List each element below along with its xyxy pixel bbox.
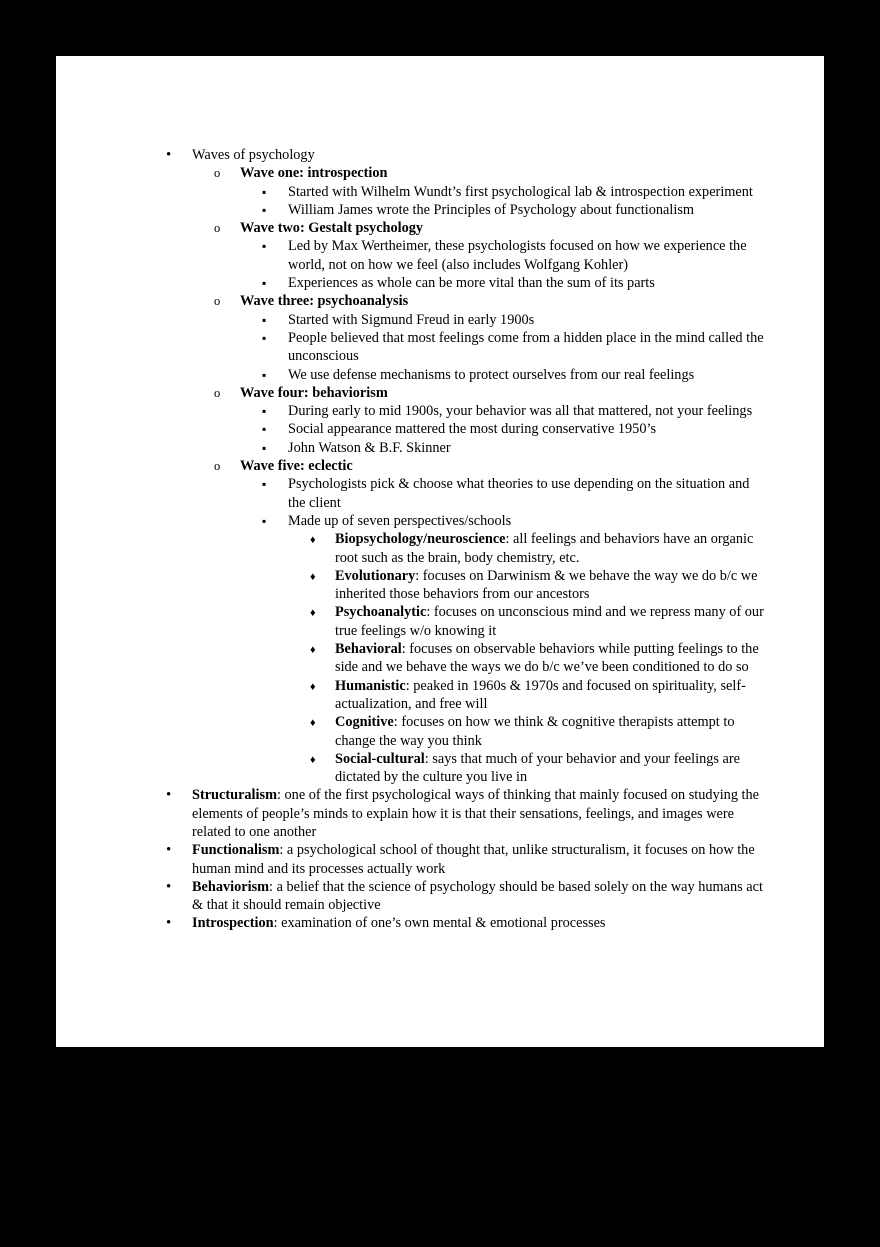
outline-item-wave-three xyxy=(214,292,766,383)
list-bullet-icon xyxy=(262,329,284,347)
outline-item-text xyxy=(288,311,766,329)
list-bullet-icon xyxy=(214,292,236,310)
outline-item-text xyxy=(288,512,766,530)
outline-item-wave-one xyxy=(214,164,766,219)
outline-item-structuralism xyxy=(166,786,766,841)
outline-item-body: During early to mid 1900s, your behavior was all that mattered, not your feelings xyxy=(288,403,753,420)
outline-item-wave-one-point-2 xyxy=(262,201,766,219)
outline-level-3 xyxy=(240,311,766,384)
list-bullet-icon xyxy=(262,439,284,457)
outline-item-term: Behaviorism xyxy=(192,878,270,895)
outline-level-3 xyxy=(240,402,766,457)
list-bullet-icon xyxy=(166,786,188,805)
list-bullet-icon xyxy=(310,530,332,548)
outline-item-perspective-behavioral xyxy=(310,640,766,677)
outline-item-wave-three-point-3 xyxy=(262,366,766,384)
list-bullet-icon xyxy=(262,420,284,438)
outline-item-body: : all feelings and behaviors have an organic root such as the brain, body chemistry, etc. xyxy=(335,531,754,566)
list-bullet-icon xyxy=(310,567,332,585)
outline-item-text xyxy=(288,475,766,512)
outline-item-perspective-psychoanalytic xyxy=(310,603,766,640)
list-bullet-icon xyxy=(166,146,188,165)
outline-item-text xyxy=(335,750,766,787)
outline-item-body: : focuses on Darwinism & we behave the way we do b/c we inherited those behaviors from our ancestors xyxy=(335,567,758,603)
outline-item-body: : a psychological school of thought that, unlike structuralism, it focuses on how the human mind and its processes actually work xyxy=(192,842,755,877)
outline-item-text xyxy=(288,402,766,420)
outline-item-text xyxy=(192,878,766,915)
outline-item-text xyxy=(335,677,766,714)
outline-item-text xyxy=(288,237,766,274)
outline-item-body: : focuses on observable behaviors while putting feelings to the side and we behave the ways we do b/c we’ve been conditioned to do so xyxy=(335,641,759,676)
outline-item-body: People believed that most feelings come from a hidden place in the mind called the unconscious xyxy=(288,329,764,365)
document-outline xyxy=(166,146,766,933)
list-bullet-icon xyxy=(166,878,188,897)
outline-item-term: Wave three: psychoanalysis xyxy=(240,293,409,310)
list-bullet-icon xyxy=(262,311,284,329)
outline-item-body: : focuses on unconscious mind and we repress many of our true feelings w/o knowing it xyxy=(335,604,764,639)
outline-item-wave-five-point-1 xyxy=(262,475,766,512)
list-bullet-icon xyxy=(214,219,236,237)
outline-item-text xyxy=(288,420,766,438)
outline-item-behaviorism xyxy=(166,878,766,915)
outline-item-waves-of-psychology xyxy=(166,146,766,786)
outline-item-introspection xyxy=(166,914,766,932)
outline-item-text xyxy=(240,292,766,310)
outline-item-term: Wave four: behaviorism xyxy=(240,384,388,401)
outline-item-body: : examination of one’s own mental & emotional processes xyxy=(273,915,606,932)
outline-item-text xyxy=(240,164,766,182)
outline-item-text xyxy=(335,713,766,750)
outline-item-perspective-biopsychology xyxy=(310,530,766,567)
list-bullet-icon xyxy=(310,750,332,768)
outline-item-perspective-social-cultural xyxy=(310,750,766,787)
outline-item-wave-one-point-1 xyxy=(262,183,766,201)
outline-level-4 xyxy=(288,530,766,786)
outline-item-body: : one of the first psychological ways of thinking that mainly focused on studying the elements of people’s minds to explain how it is that their sensations, feelings, and images were related to one another xyxy=(192,787,760,840)
outline-item-text xyxy=(288,274,766,292)
outline-item-term: Biopsychology/neuroscience xyxy=(335,531,506,548)
outline-item-text xyxy=(192,914,766,932)
outline-item-term: Structuralism xyxy=(192,787,277,804)
outline-item-text xyxy=(335,603,766,640)
outline-item-text xyxy=(240,384,766,402)
outline-item-body: Waves of psychology xyxy=(192,147,315,163)
outline-item-body: We use defense mechanisms to protect ourselves from our real feelings xyxy=(288,366,695,383)
document-page xyxy=(56,56,824,1047)
outline-level-2 xyxy=(192,164,766,786)
outline-item-text xyxy=(288,201,766,219)
list-bullet-icon xyxy=(310,603,332,621)
outline-level-3 xyxy=(240,237,766,292)
outline-item-wave-three-point-2 xyxy=(262,329,766,366)
outline-item-body: John Watson & B.F. Skinner xyxy=(288,439,451,456)
list-bullet-icon xyxy=(214,384,236,402)
list-bullet-icon xyxy=(262,402,284,420)
outline-item-wave-four-point-2 xyxy=(262,420,766,438)
list-bullet-icon xyxy=(262,274,284,292)
outline-item-wave-four xyxy=(214,384,766,457)
outline-item-text xyxy=(192,841,766,878)
outline-item-body: Made up of seven perspectives/schools xyxy=(288,512,512,529)
outline-level-1 xyxy=(166,146,766,933)
outline-level-3 xyxy=(240,475,766,786)
outline-item-wave-two-point-2 xyxy=(262,274,766,292)
outline-item-body: : says that much of your behavior and your feelings are dictated by the culture you live in xyxy=(335,750,740,786)
outline-item-wave-four-point-3 xyxy=(262,439,766,457)
outline-item-body: : a belief that the science of psychology should be based solely on the way humans act & that it should remain objective xyxy=(192,878,763,914)
outline-item-term: Cognitive xyxy=(335,714,394,731)
outline-item-body: William James wrote the Principles of Psychology about functionalism xyxy=(288,201,695,218)
outline-item-term: Wave five: eclectic xyxy=(240,458,353,475)
outline-item-perspective-cognitive xyxy=(310,713,766,750)
outline-item-text xyxy=(335,567,766,604)
outline-item-term: Functionalism xyxy=(192,842,280,859)
outline-item-wave-three-point-1 xyxy=(262,311,766,329)
list-bullet-icon xyxy=(262,201,284,219)
list-bullet-icon xyxy=(166,914,188,933)
list-bullet-icon xyxy=(262,512,284,530)
outline-item-text xyxy=(288,439,766,457)
outline-item-text xyxy=(335,640,766,677)
outline-item-wave-two xyxy=(214,219,766,292)
list-bullet-icon xyxy=(166,841,188,860)
outline-item-term: Social-cultural xyxy=(335,750,425,767)
outline-item-body: Psychologists pick & choose what theories to use depending on the situation and the client xyxy=(288,476,750,511)
outline-item-wave-five-point-2 xyxy=(262,512,766,786)
outline-item-wave-five xyxy=(214,457,766,786)
outline-item-body: Started with Wilhelm Wundt’s first psychological lab & introspection experiment xyxy=(288,183,753,200)
list-bullet-icon xyxy=(262,366,284,384)
outline-item-term: Introspection xyxy=(192,915,274,932)
outline-item-term: Behavioral xyxy=(335,641,402,658)
outline-item-body: Led by Max Wertheimer, these psychologists focused on how we experience the world, not on how we feel (also includes Wolfgang Kohler) xyxy=(288,238,747,273)
outline-item-wave-four-point-1 xyxy=(262,402,766,420)
outline-level-3 xyxy=(240,183,766,220)
outline-item-body: Social appearance mattered the most during conservative 1950’s xyxy=(288,421,657,438)
outline-item-body: : focuses on how we think & cognitive therapists attempt to change the way you think xyxy=(335,714,735,749)
outline-item-perspective-humanistic xyxy=(310,677,766,714)
outline-item-body: : peaked in 1960s & 1970s and focused on spirituality, self-actualization, and free will xyxy=(335,677,746,712)
outline-item-term: Wave one: introspection xyxy=(240,165,388,182)
list-bullet-icon xyxy=(262,475,284,493)
list-bullet-icon xyxy=(310,640,332,658)
outline-item-text xyxy=(240,457,766,475)
outline-item-perspective-evolutionary xyxy=(310,567,766,604)
list-bullet-icon xyxy=(310,713,332,731)
list-bullet-icon xyxy=(310,677,332,695)
outline-item-text xyxy=(288,366,766,384)
outline-item-text xyxy=(192,786,766,841)
outline-item-term: Humanistic xyxy=(335,677,406,694)
outline-item-term: Wave two: Gestalt psychology xyxy=(240,220,424,237)
outline-item-term: Evolutionary xyxy=(335,567,416,584)
outline-item-text xyxy=(335,530,766,567)
list-bullet-icon xyxy=(214,457,236,475)
list-bullet-icon xyxy=(262,183,284,201)
outline-item-term: Psychoanalytic xyxy=(335,604,427,621)
outline-item-body: Experiences as whole can be more vital than the sum of its parts xyxy=(288,275,655,292)
outline-item-functionalism xyxy=(166,841,766,878)
outline-item-body: Started with Sigmund Freud in early 1900s xyxy=(288,311,535,328)
outline-item-text xyxy=(192,146,766,164)
outline-item-text xyxy=(240,219,766,237)
outline-item-wave-two-point-1 xyxy=(262,237,766,274)
outline-item-text xyxy=(288,329,766,366)
outline-item-text xyxy=(288,183,766,201)
list-bullet-icon xyxy=(262,237,284,255)
list-bullet-icon xyxy=(214,164,236,182)
